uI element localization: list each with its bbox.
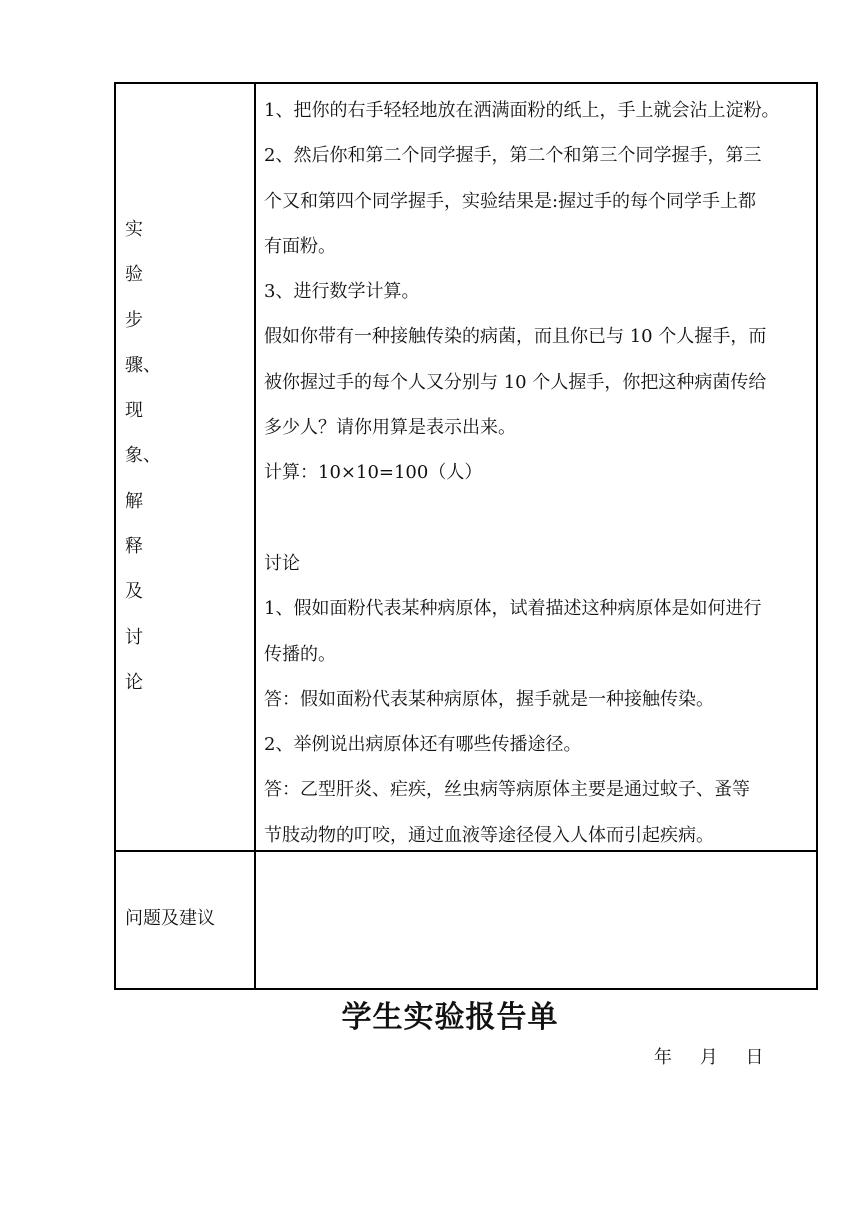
steps-label-char: 步 (125, 309, 143, 331)
step-line: 3、进行数学计算。 (264, 281, 420, 303)
step-line: 2、然后你和第二个同学握手，第二个和第三个同学握手，第三 (264, 145, 762, 167)
step-line: 个又和第四个同学握手，实验结果是:握过手的每个同学手上都 (264, 190, 757, 212)
steps-label-char: 现 (125, 400, 143, 422)
steps-label-char: 讨 (125, 626, 143, 648)
discussion-heading: 讨论 (264, 552, 300, 574)
steps-label-char: 释 (125, 536, 143, 558)
steps-label-char: 验 (125, 264, 143, 286)
steps-label-cell (116, 84, 256, 850)
steps-label-char: 论 (125, 671, 143, 693)
steps-label-char: 及 (125, 581, 143, 603)
steps-row (116, 84, 816, 852)
steps-content (264, 84, 816, 858)
date-year: 年 (654, 1047, 672, 1068)
steps-label-char: 实 (125, 219, 143, 240)
steps-content-cell (256, 84, 816, 850)
step-line: 有面粉。 (264, 235, 336, 257)
steps-label-char: 象、 (125, 445, 161, 467)
date-line (654, 1046, 785, 1070)
step-line: 1、假如面粉代表某种病原体，试着描述这种病原体是如何进行 (264, 598, 762, 620)
steps-label-char: 解 (125, 490, 143, 512)
step-line: 答：假如面粉代表某种病原体，握手就是一种接触传染。 (264, 688, 714, 710)
problems-content (264, 852, 816, 856)
step-line: 答：乙型肝炎、疟疾，丝虫病等病原体主要是通过蚊子、蚤等 (264, 779, 750, 801)
date-day: 日 (745, 1047, 764, 1068)
step-line: 多少人？请你用算是表示出来。 (264, 417, 516, 439)
step-line: 被你握过手的每个人又分别与 10 个人握手，你把这种病菌传给 (264, 371, 767, 393)
step-line: 2、举例说出病原体还有哪些传播途径。 (264, 734, 582, 756)
blank-line (264, 496, 816, 541)
date-month: 月 (699, 1047, 718, 1068)
problems-label: 问题及建议 (125, 908, 215, 929)
page-title: 学生实验报告单 (341, 1000, 559, 1035)
step-line: 节肢动物的叮咬，通过血液等途径侵入人体而引起疾病。 (264, 824, 714, 846)
problems-content-cell (256, 852, 816, 988)
step-line: 传播的。 (264, 643, 336, 665)
steps-label-char: 骤、 (125, 354, 161, 376)
problems-label-cell (116, 852, 256, 988)
report-table (114, 82, 818, 990)
step-line: 计算：10×10=100（人） (264, 462, 483, 484)
steps-label (125, 207, 161, 705)
step-line: 假如你带有一种接触传染的病菌，而且你已与 10 个人握手，而 (264, 326, 767, 348)
problems-row (116, 852, 816, 988)
step-line: 1、把你的右手轻轻地放在洒满面粉的纸上，手上就会沾上淀粉。 (264, 100, 780, 121)
